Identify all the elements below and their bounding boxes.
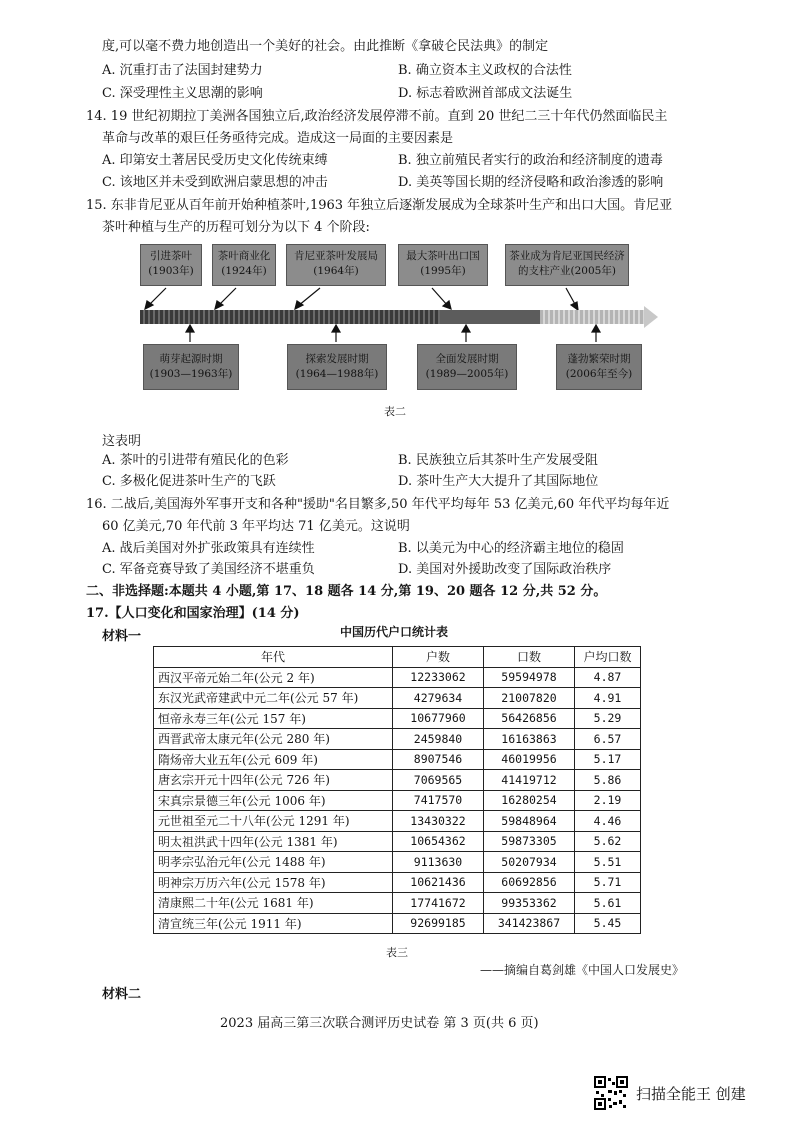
cell-era: 明太祖洪武十四年(公元 1381 年): [154, 831, 393, 852]
cell-era: 东汉光武帝建武中元二年(公元 57 年): [154, 688, 393, 709]
figure-caption-3: 表三: [386, 946, 408, 959]
timeline-stage-3: [417, 344, 517, 390]
cell-population: 16163863: [484, 729, 575, 750]
cell-era: 明神宗万历六年(公元 1578 年): [154, 872, 393, 893]
timeline-bar: [140, 310, 658, 324]
cell-households: 12233062: [393, 667, 484, 688]
table-row: [154, 811, 641, 832]
figure-caption-2: 表二: [384, 405, 406, 418]
cell-avg-size: 6.57: [575, 729, 641, 750]
col-header-population: 口数: [484, 647, 575, 668]
cell-era: 隋炀帝大业五年(公元 609 年): [154, 749, 393, 770]
q16-option-a: A. 战后美国对外扩张政策具有连续性: [102, 541, 315, 556]
arrow-head: [186, 325, 194, 332]
cell-households: 10677960: [393, 708, 484, 729]
q15-stem-line1: 15. 东非肯尼亚从百年前开始种植茶叶,1963 年独立后逐渐发展成为全球茶叶生产和出口大国。肯尼亚: [86, 198, 673, 213]
cell-population: 59594978: [484, 667, 575, 688]
cell-avg-size: 5.45: [575, 913, 641, 934]
stage-years: (1964—1988年): [295, 368, 379, 380]
cell-avg-size: 5.62: [575, 831, 641, 852]
table-title: 中国历代户口统计表: [340, 625, 449, 639]
cell-avg-size: 5.86: [575, 770, 641, 791]
table-row: [154, 688, 641, 709]
arrow-head: [592, 325, 600, 332]
cell-population: 56426856: [484, 708, 575, 729]
q15-prompt: 这表明: [102, 434, 142, 449]
cell-households: 10654362: [393, 831, 484, 852]
table-row: [154, 872, 641, 893]
q16-option-d: D. 美国对外援助改变了国际政治秩序: [398, 562, 612, 577]
cell-era: 宋真宗景德三年(公元 1006 年): [154, 790, 393, 811]
cell-population: 46019956: [484, 749, 575, 770]
cell-households: 9113630: [393, 852, 484, 873]
event-year: (1924年): [221, 265, 267, 277]
q14-stem-line1: 14. 19 世纪初期拉丁美洲各国独立后,政治经济发展停滞不前。直到 20 世纪二三十年代仍然面临民主: [86, 109, 668, 124]
arrow-head: [462, 325, 470, 332]
q15-option-a: A. 茶叶的引进带有殖民化的色彩: [102, 453, 289, 468]
cell-households: 2459840: [393, 729, 484, 750]
q16-stem-line1: 16. 二战后,美国海外军事开支和各种"援助"名目繁多,50 年代平均每年 53 亿美元,60 年代平均每年近: [86, 497, 670, 512]
event-name: 茶叶商业化: [217, 250, 271, 262]
table-row: [154, 852, 641, 873]
cell-avg-size: 4.91: [575, 688, 641, 709]
arrow-head: [332, 325, 340, 332]
cell-era: 元世祖至元二十八年(公元 1291 年): [154, 811, 393, 832]
event-name: 引进茶叶: [150, 250, 192, 262]
q14-stem-line2: 革命与改革的艰巨任务亟待完成。造成这一局面的主要因素是: [102, 131, 454, 146]
cell-population: 21007820: [484, 688, 575, 709]
table-row: [154, 749, 641, 770]
timeline-segment-late: [540, 310, 646, 324]
cell-households: 13430322: [393, 811, 484, 832]
table-row: [154, 770, 641, 791]
cell-avg-size: 5.29: [575, 708, 641, 729]
timeline-segment-mid: [440, 310, 540, 324]
cell-avg-size: 4.46: [575, 811, 641, 832]
stage-name: 探索发展时期: [305, 353, 369, 365]
q15-stem-line2: 茶叶种植与生产的历程可划分为以下 4 个阶段:: [102, 220, 370, 235]
section-nonchoice-heading: 二、非选择题:本题共 4 小题,第 17、18 题各 14 分,第 19、20 题各 12 分,共 52 分。: [86, 584, 607, 599]
table-row: [154, 729, 641, 750]
timeline-stage-1: [143, 344, 239, 390]
col-header-era: 年代: [154, 647, 393, 668]
timeline-arrowhead: [644, 306, 658, 328]
col-header-households: 户数: [393, 647, 484, 668]
event-name: 茶业成为肯尼亚国民经济: [509, 250, 625, 262]
cell-households: 8907546: [393, 749, 484, 770]
col-header-avg-size: 户均口数: [575, 647, 641, 668]
population-table: [153, 646, 641, 934]
cell-households: 92699185: [393, 913, 484, 934]
cell-era: 清宣统三年(公元 1911 年): [154, 913, 393, 934]
arrow-head: [571, 302, 578, 310]
cell-era: 清康熙二十年(公元 1681 年): [154, 893, 393, 914]
cell-population: 99353362: [484, 893, 575, 914]
cell-population: 59873305: [484, 831, 575, 852]
cell-population: 60692856: [484, 872, 575, 893]
timeline-arrows: [0, 0, 794, 420]
q13-stem: 度,可以毫不费力地创造出一个美好的社会。由此推断《拿破仑民法典》的制定: [102, 39, 549, 54]
table-row: [154, 913, 641, 934]
q15-option-d: D. 茶叶生产大大提升了其国际地位: [398, 474, 599, 489]
q16-option-c: C. 军备竞赛导致了美国经济不堪重负: [102, 562, 315, 577]
cell-avg-size: 2.19: [575, 790, 641, 811]
table-row: [154, 790, 641, 811]
cell-era: 唐玄宗开元十四年(公元 726 年): [154, 770, 393, 791]
event-year: (1903年): [148, 265, 194, 277]
table-header-row: [154, 647, 641, 668]
q13-option-d: D. 标志着欧洲首部成文法诞生: [398, 86, 573, 101]
cell-era: 恒帝永寿三年(公元 157 年): [154, 708, 393, 729]
stage-years: (1903—1963年): [149, 368, 233, 380]
scanner-watermark: 扫描全能王 创建: [636, 1085, 746, 1103]
q16-option-b: B. 以美元为中心的经济霸主地位的稳固: [398, 541, 624, 556]
q13-option-a: A. 沉重打击了法国封建势力: [102, 63, 263, 78]
cell-population: 41419712: [484, 770, 575, 791]
event-name: 肯尼亚茶叶发展局: [294, 250, 378, 262]
stage-name: 全面发展时期: [435, 353, 499, 365]
q13-option-b: B. 确立资本主义政权的合法性: [398, 63, 572, 78]
page-footer: 2023 届高三第三次联合测评历史试卷 第 3 页(共 6 页): [220, 1016, 539, 1031]
cell-avg-size: 5.51: [575, 852, 641, 873]
cell-households: 10621436: [393, 872, 484, 893]
cell-population: 50207934: [484, 852, 575, 873]
q15-option-c: C. 多极化促进茶叶生产的飞跃: [102, 474, 276, 489]
q13-option-c: C. 深受理性主义思潮的影响: [102, 86, 263, 101]
event-year: 的支柱产业(2005年): [518, 265, 616, 277]
material-2-label: 材料二: [102, 987, 142, 1002]
cell-avg-size: 5.61: [575, 893, 641, 914]
cell-households: 7417570: [393, 790, 484, 811]
stage-name: 萌芽起源时期: [159, 353, 223, 365]
event-year: (1995年): [420, 265, 466, 277]
q14-option-c: C. 该地区并未受到欧洲启蒙思想的冲击: [102, 175, 328, 190]
cell-households: 4279634: [393, 688, 484, 709]
cell-era: 明孝宗弘治元年(公元 1488 年): [154, 852, 393, 873]
cell-population: 59848964: [484, 811, 575, 832]
cell-households: 7069565: [393, 770, 484, 791]
timeline-stage-2: [287, 344, 387, 390]
cell-era: 西晋武帝太康元年(公元 280 年): [154, 729, 393, 750]
stage-years: (2006年至今): [565, 368, 633, 380]
table-source: ——摘编自葛剑雄《中国人口发展史》: [480, 963, 685, 977]
q17-heading: 17.【人口变化和国家治理】(14 分): [86, 606, 300, 621]
table-row: [154, 708, 641, 729]
stage-years: (1989—2005年): [425, 368, 509, 380]
cell-population: 16280254: [484, 790, 575, 811]
material-1-label: 材料一: [102, 629, 142, 644]
cell-avg-size: 4.87: [575, 667, 641, 688]
timeline-stage-4: [556, 344, 642, 390]
cell-avg-size: 5.17: [575, 749, 641, 770]
event-year: (1964年): [313, 265, 359, 277]
q15-option-b: B. 民族独立后其茶叶生产发展受阻: [398, 453, 598, 468]
table-row: [154, 667, 641, 688]
cell-households: 17741672: [393, 893, 484, 914]
q14-option-d: D. 美英等国长期的经济侵略和政治渗透的影响: [398, 175, 664, 190]
q16-stem-line2: 60 亿美元,70 年代前 3 年平均达 71 亿美元。这说明: [102, 519, 410, 534]
event-name: 最大茶叶出口国: [406, 250, 480, 262]
q14-option-a: A. 印第安土著居民受历史文化传统束缚: [102, 153, 328, 168]
stage-name: 蓬勃繁荣时期: [567, 353, 631, 365]
cell-population: 341423867: [484, 913, 575, 934]
table-row: [154, 893, 641, 914]
timeline-segment-early: [140, 310, 440, 324]
table-row: [154, 831, 641, 852]
cell-era: 西汉平帝元始二年(公元 2 年): [154, 667, 393, 688]
cell-avg-size: 5.71: [575, 872, 641, 893]
qr-code-icon: [594, 1076, 628, 1110]
q14-option-b: B. 独立前殖民者实行的政治和经济制度的遗毒: [398, 153, 663, 168]
